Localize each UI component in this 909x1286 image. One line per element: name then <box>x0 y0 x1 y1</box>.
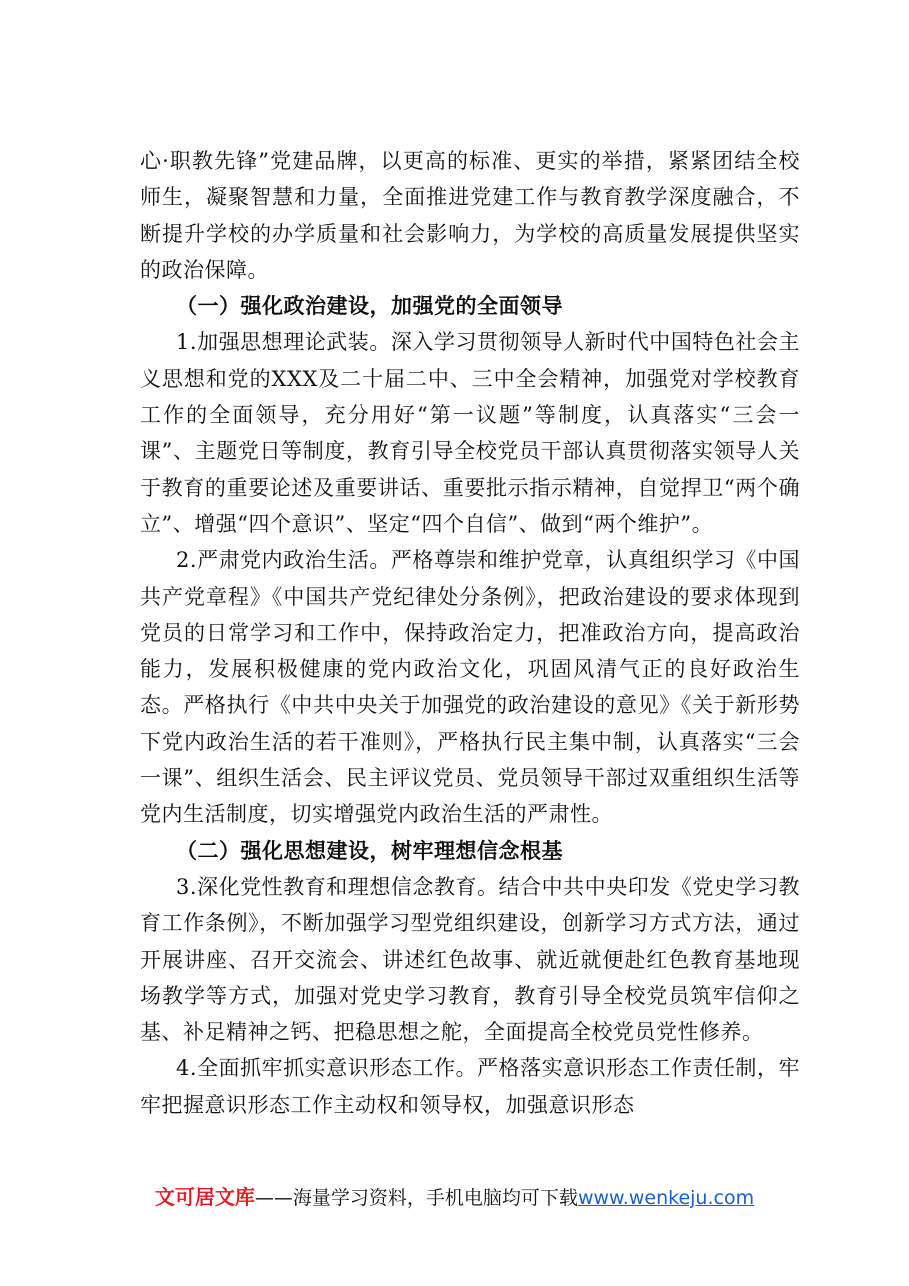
body-paragraph: 2.严肃党内政治生活。严格尊崇和维护党章，认真组织学习《中国共产党章程》《中国共产党纪律处分条例》，把政治建设的要求体现到党员的日常学习和工作中，保持政治定力，把准政治方向，提高政治能力，发展积极健康的党内政治文化，巩固风清气正的良好政治生态。严格执行《中共中央关于加强党的政治建设的意见》《关于新形势下党内政治生活的若干准则》，严格执行民主集中制，认真落实“三会一课”、组织生活会、民主评议党员、党员领导干部过双重组织生活等党内生活制度，切实增强党内政治生活的严肃性。 <box>140 548 800 827</box>
body-paragraph: 1.加强思想理论武装。深入学习贯彻领导人新时代中国特色社会主义思想和党的XXX及二十届二中、三中全会精神，加强党对学校教育工作的全面领导，充分用好“第一议题”等制度，认真落实“三会一课”、主题党日等制度，教育引导全校党员干部认真贯彻落实领导人关于教育的重要论述及重要讲话、重要批示指示精神，自觉捍卫“两个确立”、增强“四个意识”、坚定“四个自信”、做到“两个维护”。 <box>140 330 800 536</box>
section-heading: （二）强化思想建设，树牢理想信念根基 <box>176 837 563 863</box>
footer-slogan: ——海量学习资料，手机电脑均可下载 <box>254 1187 578 1209</box>
body-paragraph: 心·职教先锋”党建品牌，以更高的标准、更实的举措，紧紧团结全校师生，凝聚智慧和力量，全面推进党建工作与教育教学深度融合，不断提升学校的办学质量和社会影响力，为学校的高质量发展提供坚实的政治保障。 <box>140 149 800 282</box>
footer-banner <box>0 1181 909 1210</box>
body-paragraph: 4.全面抓牢抓实意识形态工作。严格落实意识形态工作责任制，牢牢把握意识形态工作主动权和领导权，加强意识形态 <box>140 1056 800 1117</box>
body-paragraph: 3.深化党性教育和理想信念教育。结合中共中央印发《党史学习教育工作条例》，不断加强学习型党组织建设，创新学习方式方法，通过开展讲座、召开交流会、讲述红色故事、就近就便赴红色教育基地现场教学等方式，加强对党史学习教育，教育引导全校党员筑牢信仰之基、补足精神之钙、把稳思想之舵，全面提高全校党员党性修养。 <box>140 874 800 1045</box>
section-heading: （一）强化政治建设，加强党的全面领导 <box>176 293 563 319</box>
footer-brand: 文可居文库 <box>154 1185 255 1209</box>
footer-link[interactable]: www.wenkeju.com <box>577 1187 755 1209</box>
document-body <box>140 143 800 1123</box>
